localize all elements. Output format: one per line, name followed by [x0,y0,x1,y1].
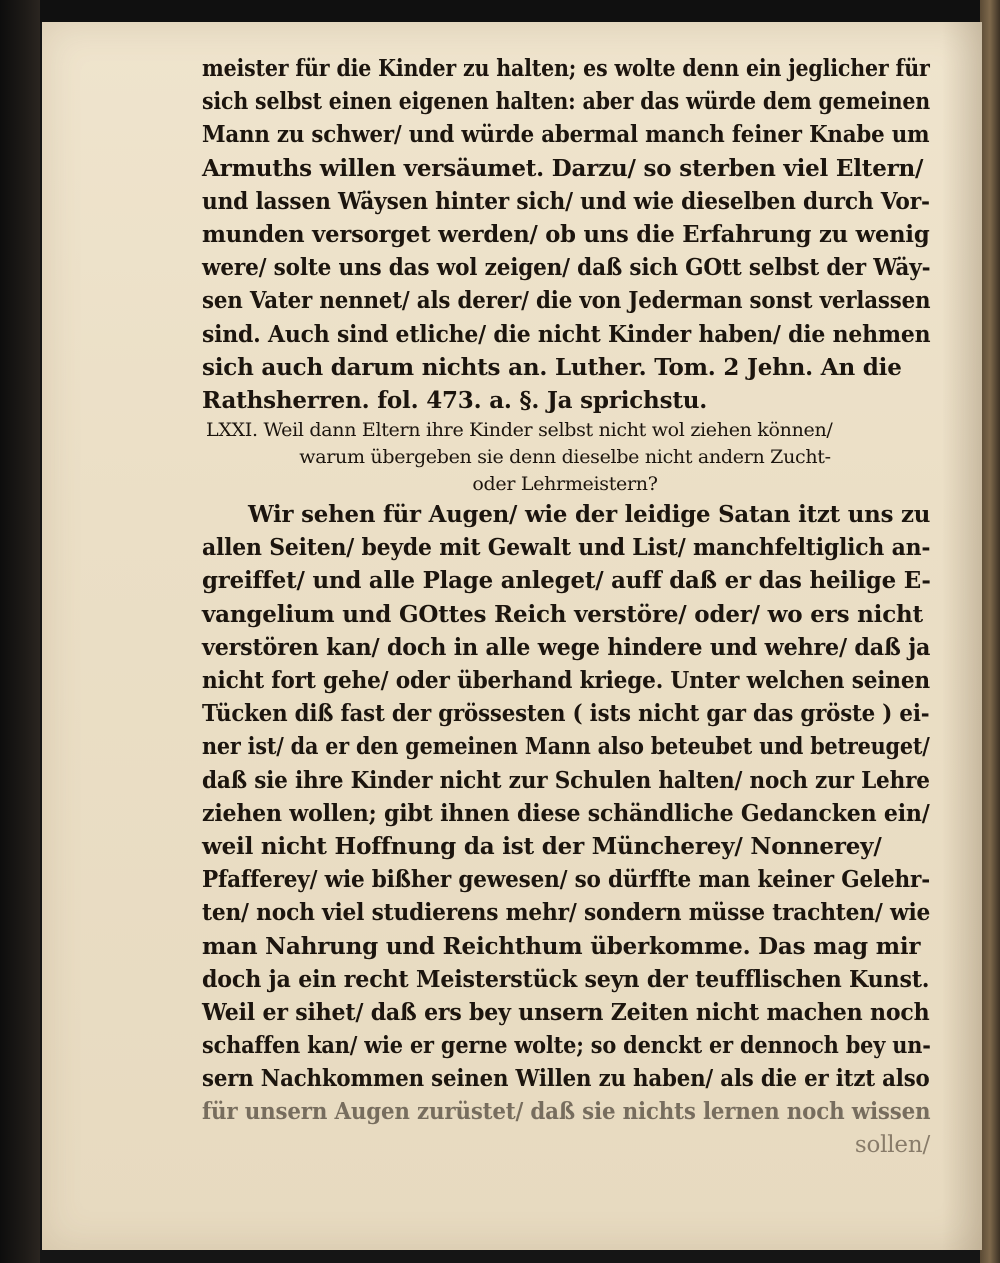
text-line: Pfafferey/ wie bißher gewesen/ so dürffte man keiner Gelehr- [202,866,930,894]
text-line: ten/ noch viel studierens mehr/ sondern müsse trachten/ wie [202,899,931,927]
text-line: Weil er sihet/ daß ers bey unsern Zeiten nicht machen noch [202,998,930,1026]
question-heading-line: oder Lehrmeistern? [472,473,658,496]
text-line: sern Nachkommen seinen Willen zu haben/ als die er itzt also [202,1065,930,1093]
text-line: nicht fort gehe/ oder überhand kriege. Unter welchen seinen [202,667,930,694]
text-line: allen Seiten/ beyde mit Gewalt und List/ manchfeltiglich an- [202,534,931,562]
text-line: Wir sehen für Augen/ wie der leidige Satan itzt uns zu [248,501,931,529]
text-line: greiffet/ und alle Plage anleget/ auff daß er das heilige E- [202,567,931,595]
text-line: für unsern Augen zurüstet/ daß sie nichts lernen noch wissen [202,1098,931,1126]
text-line: verstören kan/ doch in alle wege hindere und wehre/ daß ja [202,633,931,661]
page-text-block [200,52,930,1162]
text-line: sich auch darum nichts an. Luther. Tom. 2 Jehn. An die [202,353,902,381]
text-line: vangelium und GOttes Reich verstöre/ oder/ wo ers nicht [202,600,923,628]
book-spine-edge [980,0,1000,1263]
text-line: daß sie ihre Kinder nicht zur Schulen halten/ noch zur Lehre [202,766,930,794]
text-line: ziehen wollen; gibt ihnen diese schändliche Gedancken ein/ [202,799,930,827]
text-line: weil nicht Hoffnung da ist der Müncherey/ Nonnerey/ [202,832,882,860]
text-line: were/ solte uns das wol zeigen/ daß sich GOtt selbst der Wäy- [202,254,931,282]
text-line: sich selbst einen eigenen halten: aber das würde dem gemeinen [202,88,931,116]
text-line: doch ja ein recht Meisterstück seyn der teufflischen Kunst. [202,965,930,993]
text-line: meister für die Kinder zu halten; es wolte denn ein jeglicher für [202,55,930,82]
scan-left-border [0,0,40,1263]
text-line: Rathsherren. fol. 473. a. §. Ja sprichstu. [202,386,708,414]
text-line: Mann zu schwer/ und würde abermal manch feiner Knabe um [202,121,930,149]
text-line: Armuths willen versäumet. Darzu/ so sterben viel Eltern/ [202,154,924,182]
catchword: sollen/ [854,1131,930,1158]
text-line: sind. Auch sind etliche/ die nicht Kinder haben/ die nehmen [202,320,931,348]
text-line: und lassen Wäysen hinter sich/ und wie dieselben durch Vor- [202,187,930,215]
question-heading-line: LXXI. Weil dann Eltern ihre Kinder selbst nicht wol ziehen können/ [206,419,833,442]
scan-top-border [0,0,1000,22]
text-line: man Nahrung und Reichthum überkomme. Das mag mir [202,932,921,960]
question-heading-line: warum übergeben sie denn dieselbe nicht andern Zucht- [299,446,831,469]
page-gutter-shadow [942,22,982,1250]
text-line: munden versorget werden/ ob uns die Erfahrung zu wenig [202,220,930,248]
text-line: ner ist/ da er den gemeinen Mann also beteubet und betreuget/ [202,733,930,761]
text-line: sen Vater nennet/ als derer/ die von Jederman sonst verlassen [202,287,931,315]
text-line: schaffen kan/ wie er gerne wolte; so denckt er dennoch bey un- [202,1032,931,1060]
text-line: Tücken diß fast der grössesten ( ists nicht gar das gröste ) ei- [202,700,930,728]
